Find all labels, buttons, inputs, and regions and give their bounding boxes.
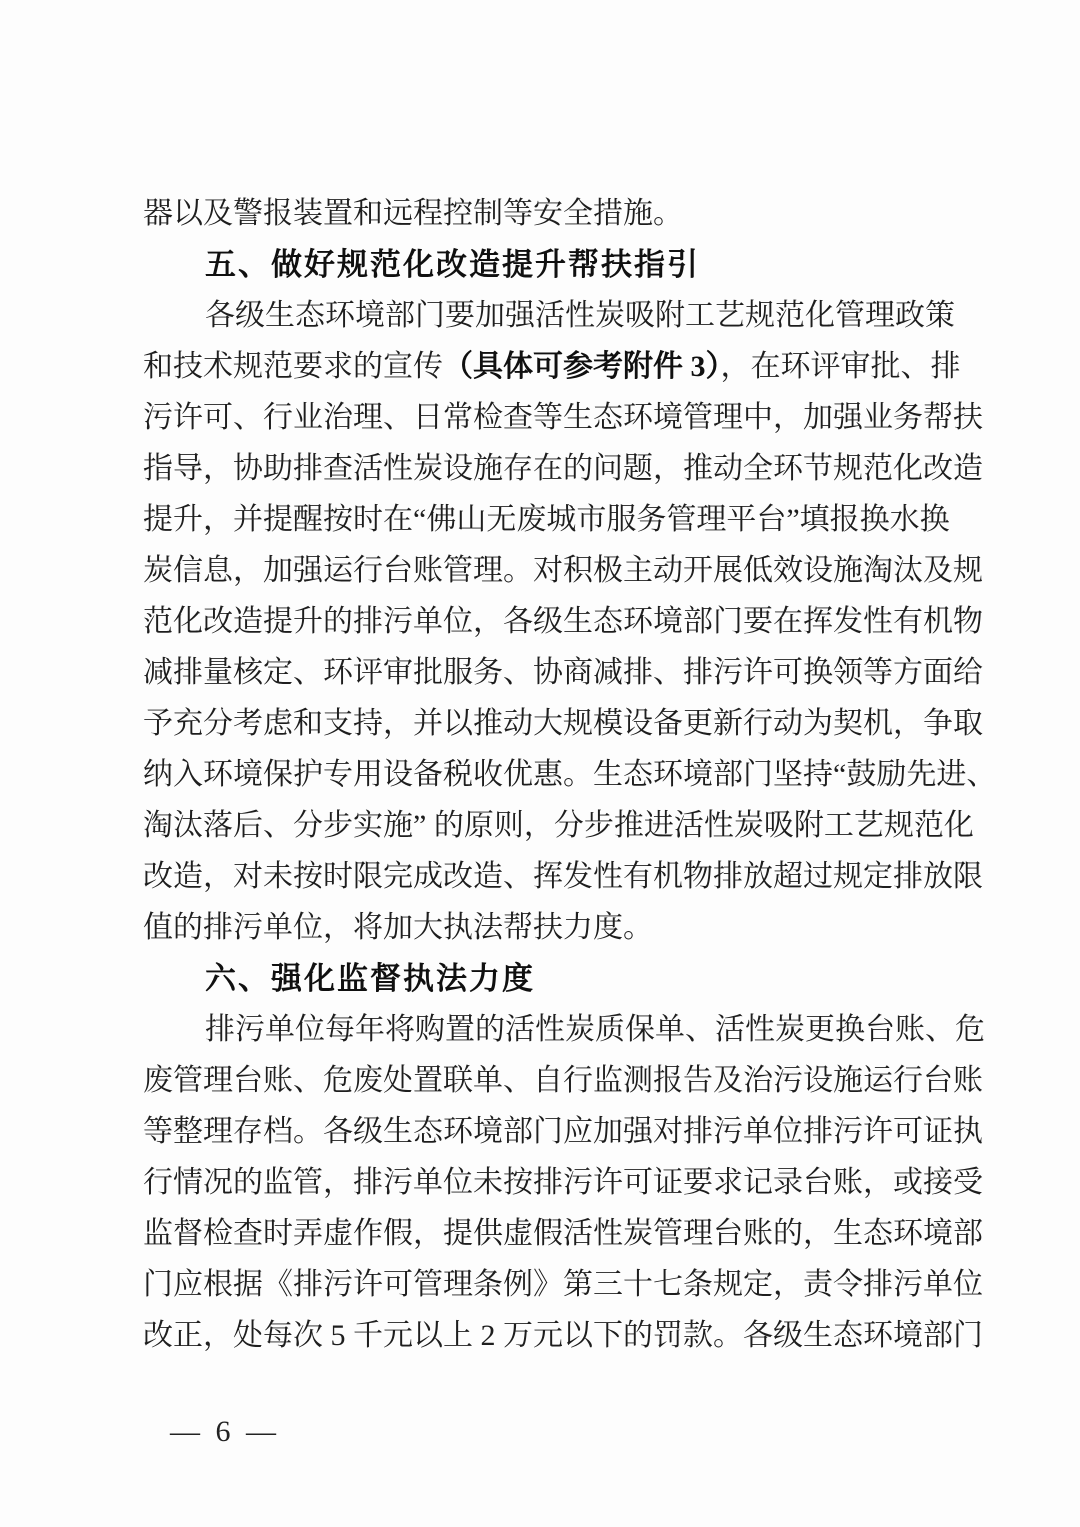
text-segment: 予充分考虑和支持，并以推动大规模设备更新行动为契机，争取 — [143, 707, 983, 740]
text-segment: 各级生态环境部门要加强活性炭吸附工艺规范化管理政策 — [205, 299, 955, 332]
text-line — [143, 1004, 985, 1055]
text-segment: ，在环评审批、排 — [720, 350, 961, 383]
text-segment: 监督检查时弄虚作假，提供虚假活性炭管理台账的，生态环境部 — [143, 1217, 983, 1250]
text-segment: 污许可、行业治理、日常检查等生态环境管理中，加强业务帮扶 — [143, 401, 983, 434]
text-line — [143, 545, 983, 596]
text-line — [143, 1106, 983, 1157]
text-segment: 废管理台账、危废处置联单、自行监测报告及治污设施运行台账 — [143, 1064, 983, 1097]
text-line — [143, 1259, 983, 1310]
text-segment: 指导，协助排查活性炭设施存在的问题，推动全环节规范化改造 — [143, 452, 983, 485]
text-segment: 器以及警报装置和远程控制等安全措施。 — [143, 197, 683, 230]
document-body — [143, 188, 997, 1361]
text-line — [143, 494, 950, 545]
text-line — [143, 851, 983, 902]
text-line — [143, 1208, 983, 1259]
text-segment: 提升，并提醒按时在“佛山无废城市服务管理平台”填报换水换 — [143, 503, 950, 536]
text-line — [143, 749, 997, 800]
text-line — [143, 392, 983, 443]
text-line — [143, 902, 950, 953]
text-line — [143, 443, 983, 494]
text-segment: 值的排污单位，将加大执法帮扶力度。 — [143, 911, 653, 944]
text-segment: 门应根据《排污许可管理条例》第三十七条规定，责令排污单位 — [143, 1268, 983, 1301]
text-segment: 炭信息，加强运行台账管理。对积极主动开展低效设施淘汰及规 — [143, 554, 983, 587]
text-segment: 淘汰落后、分步实施” 的原则，分步推进活性炭吸附工艺规范化 — [143, 809, 974, 842]
text-line — [143, 596, 983, 647]
text-line — [143, 1310, 983, 1361]
text-line — [143, 290, 955, 341]
section-heading — [143, 239, 950, 290]
bold-text-segment: 五、做好规范化改造提升帮扶指引 — [205, 247, 700, 282]
text-line — [143, 647, 983, 698]
text-segment: 排污单位每年将购置的活性炭质保单、活性炭更换台账、危 — [205, 1013, 985, 1046]
text-segment: 纳入环境保护专用设备税收优惠。生态环境部门坚持“鼓励先进、 — [143, 758, 997, 791]
text-line — [143, 1055, 983, 1106]
page-number: — 6 — — [170, 1415, 280, 1448]
bold-text-segment: （具体可参考附件 3） — [443, 350, 721, 383]
text-segment: 行情况的监管，排污单位未按排污许可证要求记录台账，或接受 — [143, 1166, 983, 1199]
text-segment: 改造，对未按时限完成改造、挥发性有机物排放超过规定排放限 — [143, 860, 983, 893]
text-line — [143, 188, 950, 239]
text-segment: 和技术规范要求的宣传 — [143, 350, 443, 383]
section-heading — [143, 953, 950, 1004]
text-line — [143, 341, 961, 392]
text-line — [143, 698, 983, 749]
text-segment: 范化改造提升的排污单位，各级生态环境部门要在挥发性有机物 — [143, 605, 983, 638]
text-line — [143, 1157, 983, 1208]
text-segment: 改正，处每次 5 千元以上 2 万元以下的罚款。各级生态环境部门 — [143, 1319, 983, 1352]
text-line — [143, 800, 974, 851]
bold-text-segment: 六、强化监督执法力度 — [205, 961, 535, 996]
text-segment: 减排量核定、环评审批服务、协商减排、排污许可换领等方面给 — [143, 656, 983, 689]
text-segment: 等整理存档。各级生态环境部门应加强对排污单位排污许可证执 — [143, 1115, 983, 1148]
